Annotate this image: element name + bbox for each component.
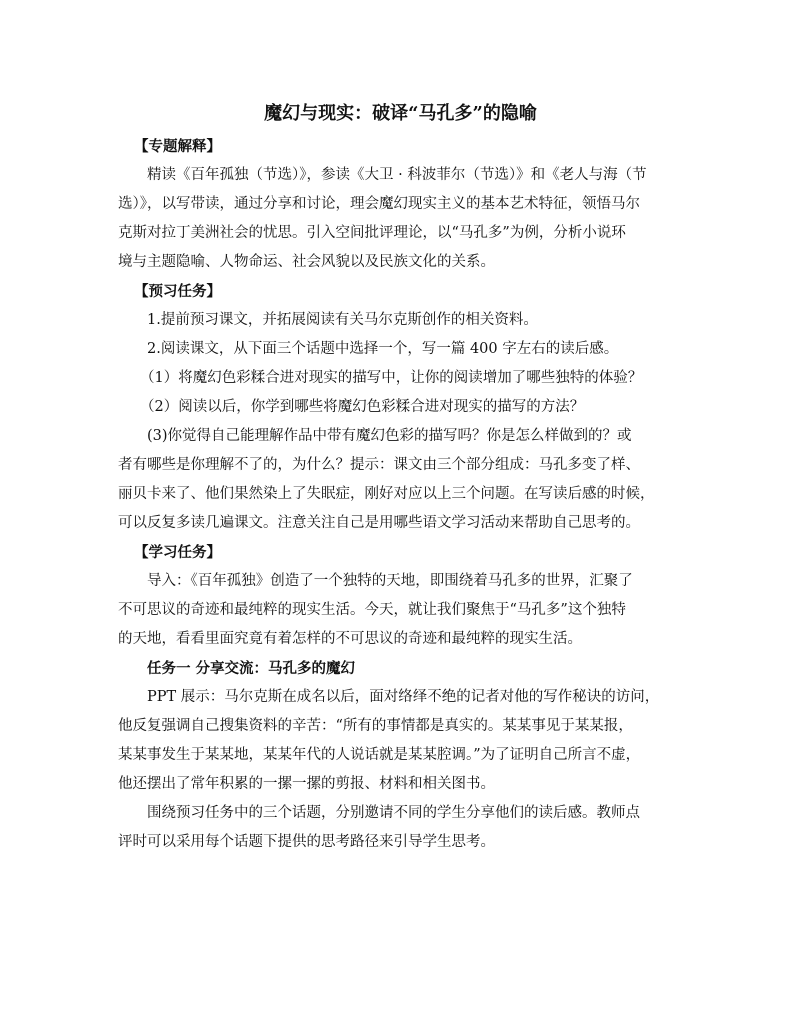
intro-line: 克斯对拉丁美洲社会的忧思。引入空间批评理论，以“马孔多”为例，分析小说环: [118, 225, 626, 241]
page-title: 魔幻与现实：破译“马孔多”的隐喻: [264, 103, 537, 124]
preview-item: 2.阅读课文，从下面三个话题中选择一个，写一篇 400 字左右的读后感。: [147, 341, 619, 357]
preview-q3-line: (3)你觉得自己能理解作品中带有魔幻色彩的描写吗？你是怎么样做到的？或: [147, 428, 632, 444]
task1-discuss-line: 围绕预习任务中的三个话题，分别邀请不同的学生分享他们的读后感。教师点: [147, 805, 640, 821]
document-body: [118, 98, 683, 857]
intro-line: 选）》，以写带读，通过分享和讨论，理会魔幻现实主义的基本艺术特征，领悟马尔: [118, 196, 640, 212]
task1-ppt-line: 某某事发生于某某地，某某年代的人说话就是某某腔调。”为了证明自己所言不虚，: [118, 747, 641, 763]
preview-q3-line: 者有哪些是你理解不了的，为什么？提示：课文由三个部分组成：马孔多变了样、: [118, 457, 640, 473]
task1-ppt-line: 他反复强调自己搜集资料的辛苦：“所有的事情都是真实的。某某事见于某某报，: [118, 718, 633, 734]
preview-q3-line: 丽贝卡来了、他们果然染上了失眠症，刚好对应以上三个问题。在写读后感的时候，: [118, 486, 655, 502]
task1-ppt-line: 他还摆出了常年积累的一摞一摞的剪报、材料和相关图书。: [118, 776, 495, 792]
task-heading-1: 任务一 分享交流：马孔多的魔幻: [147, 660, 356, 677]
preview-item: （2）阅读以后，你学到哪些将魔幻色彩糅合进对现实的描写的方法？: [140, 399, 585, 415]
preview-item: 1.提前预习课文，并拓展阅读有关马尔克斯创作的相关资料。: [147, 312, 538, 328]
section-heading-intro: 【专题解释】: [134, 138, 221, 155]
intro-line: 境与主题隐喻、人物命运、社会风貌以及民族文化的关系。: [118, 254, 495, 270]
study-intro-line: 的天地，看看里面究竟有着怎样的不可思议的奇迹和最纯粹的现实生活。: [118, 631, 582, 647]
section-heading-study: 【学习任务】: [134, 544, 221, 561]
preview-item: （1）将魔幻色彩糅合进对现实的描写中，让你的阅读增加了哪些独特的体验？: [140, 370, 643, 386]
study-intro-line: 不可思议的奇迹和最纯粹的现实生活。今天，就让我们聚焦于“马孔多”这个独特: [118, 602, 626, 618]
preview-q3-line: 可以反复多读几遍课文。注意关注自己是用哪些语文学习活动来帮助自己思考的。: [118, 515, 640, 531]
study-intro-line: 导入：《百年孤独》创造了一个独特的天地，即围绕着马孔多的世界，汇聚了: [147, 573, 633, 589]
section-heading-preview: 【预习任务】: [134, 283, 221, 300]
task1-ppt-line: PPT 展示：马尔克斯在成名以后，面对络绎不绝的记者对他的写作秘诀的访问，: [147, 689, 660, 705]
task1-discuss-line: 评时可以采用每个话题下提供的思考路径来引导学生思考。: [118, 834, 495, 850]
intro-line: 精读《百年孤独（节选）》，参读《大卫 · 科波菲尔（节选）》和《老人与海（节: [147, 167, 647, 183]
